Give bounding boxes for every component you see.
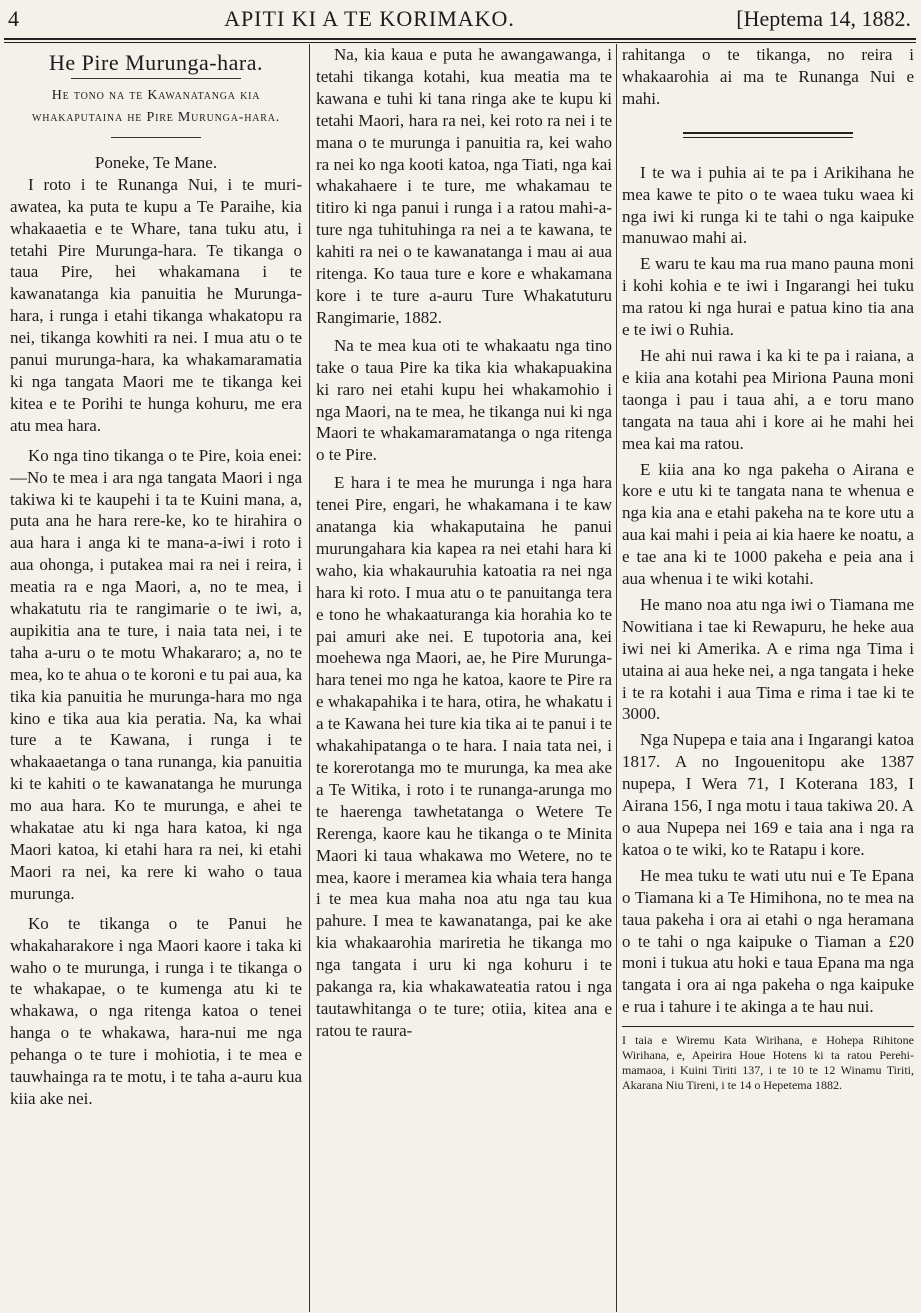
subtitle-rule	[111, 137, 201, 138]
news-item: E waru te kau ma rua mano pauna moni i kohi kohia e te iwi i Ingarangi hei tuku ma ratou ki nga hurai e patua kino tia ana e te iwi o Ruhia.	[622, 254, 914, 340]
paragraph: Na te mea kua oti te whakaatu nga tino take o taua Pire ka tika kia whakapuakina ki raro nei etahi kupu hei whakamohio i nga Maori, na te mea, he tikanga nui ki nga Maori te whakamaramatanga o nga ritenga o te Pire.	[316, 335, 612, 465]
column-1	[10, 44, 302, 1309]
paragraph: rahitanga o te tikanga, no reira i whakaarohia ai ma te Runanga Nui e mahi.	[622, 45, 914, 108]
page-number: 4	[8, 6, 19, 31]
news-item: I te wa i puhia ai te pa i Arikihana he mea kawe te pito o te waea tuku waea ki nga iwi ki runga ki te tahi o nga kaipuke manuwao mahi ai.	[622, 162, 914, 248]
paragraph: Ko te tikanga o te Panui he whakaharakore i nga Maori kaore i taka ki waho o te murunga, i runga i te tikanga o te whakapae, o te kumenga atu ki te whakawa, o nga ritenga katoa o tenei hanga o te whakawa, hara-nui me nga pehanga o te ture i mohiotia, i te mea e tauwhainga ra te motu, i te taha a-auru kua kiia ake nei.	[10, 913, 302, 1108]
paragraph: I roto i te Runanga Nui, i te muri-awatea, ka puta te kupu a Te Paraihe, kia whakaaetia e te Whare, tana tuku atu, i tetahi Pire Murunga-hara. Te tikanga o taua Pire, hei whakamana i te kawanatanga kia panuitia he Murunga-hara, i runga i etahi tikanga whakatopu ra nei, tikanga kowhiti ra nei. I mua atu o te panui murunga-hara, ka whakamaramatia ki nga tangata Maori me te tikanga kei kitea e te Porihi te hunga kohuru, me era atu mea hara.	[10, 174, 302, 435]
column-divider-1	[309, 44, 310, 1312]
paragraph: E hara i te mea he murunga i nga hara tenei Pire, engari, he whakamana i te kaw anatanga kia whakaputaina he panui murungahara kia kapea ra nei etahi hara ki waho, kia whakauruhia katoatia ra nei nga hara ki roto. I mua atu o te panuitanga tera e tono he whakaaturanga kia horahia ko te pai amuri ake nei. E tupotoria ana, kei moehewa nga Maori, ae, he Pire Murunga-hara tenei mo nga he katoa, kaore te Pire ra e whakapahika i te hara, otira, he whakatu i a te Kawana hei ture kia tika ai te panui i te whakahipatanga o te hara. I naia tata nei, i te korerotanga mo te murunga, ka mea ake a Te Witika, i roto i te runanga-arunga mo te haerenga tawhetatanga o Wetere Te Rerenga, kaore kau he tikanga o te Minita Maori ki taua whakawa mo Wetere, no te mea, kaore i meramea kia whaia tera hanga i te mea kua maha noa atu nga tau kua pahure. I mea te kawanatanga, pai ke ake kia whakaarohia mariretia he tikanga mo nga tangata i uru ki nga kohuru i te pakanga ra, kia whakawateatia ratou i nga tautawhitanga o te ture; otiia, kitea ana e ratou te raura-	[316, 473, 612, 1040]
page-header	[6, 2, 911, 36]
imprint-rule	[622, 1026, 914, 1027]
article-title: He Pire Murunga-hara.	[49, 50, 263, 75]
masthead-title: APITI KI A TE KORIMAKO.	[224, 6, 515, 31]
paragraph: Ko nga tino tikanga o te Pire, koia enei:—No te mea i ara nga tangata Maori i nga takiwa ki te kaupehi i ta te Kuini mana, a, puta ana he hara rere-ke, ko te hirahira o aua hara i anga ki te mana-a-iwi i roto i aua ohonga, i putakea mai ra nei i reira, i meatia ra e nga Maori, a, no te mea, i whakatutu ria te rangimarie o te iwi, a, aupikitia ana te ture, i naia tata nei, i te taha a-uru o te motu Whakararo; a, no te mea, ko te ahua o te koroni e tu pai aua, ka tika kia panuitia he murunga-hara mo nga kino e tika aua kia peratia. Na, ka whai ture a te Kawana, i runga i te whakaaetanga o tana runanga, kia panuitia ki te kahiti o te kawanatanga he murunga mo aua hara. Ko te murunga, e ahei te whakatae atu ki nga hara katoa, ki nga Maori katoa, ki etahi hara ra nei, ki etahi Maori ra nei, ka rere ki waho o taua murunga.	[10, 445, 302, 903]
article-subtitle: He tono na te Kawanatanga kia whakaputaina he Pire Murunga-hara.	[31, 87, 281, 125]
issue-date: [Heptema 14, 1882.	[736, 6, 911, 31]
column-3	[622, 44, 914, 1309]
title-rule	[71, 78, 241, 79]
news-item: He ahi nui rawa i ka ki te pa i raiana, a e kiia ana kotahi pea Miriona Pauna moni taonga i pau i taua ahi, a e toru mano tangata na taua ahi i kore ai he mahi hei mea kai ma ratou.	[622, 345, 914, 453]
column-divider-2	[616, 44, 617, 1312]
news-item: He mano noa atu nga iwi o Tiamana me Nowitiana i tae ki Rewapuru, he heke aua iwi nei ki Amerika. A e rima nga Tima i utaina ai aua heke nei, a nga tangata i heke i te ra kotahi i aua Tima e rima i tae ki te 3000.	[622, 594, 914, 724]
printer-imprint: I taia e Wiremu Kata Wirihana, e Hohepa Rihitone Wirihana, e, Apeirira Houe Hotens ki ta ratou Perehi-mamaoa, i Kuini Tiriti 137, i te 10 te 12 Winamu Tiriti, Akarana Niu Tireni, i te 14 o Hepetema 1882.	[622, 1033, 914, 1093]
news-item: He mea tuku te wati utu nui e Te Epana o Tiamana ki a Te Himihona, no te mea na taua pakeha i ora ai etahi o nga heramana o te tahi o nga kaipuke o Tiaman a £20 moni i tukua atu hoki e taua Epana ma nga tangata i ora ai nga pakeha o nga kaipuke e rua i tahure i te akinga a te hau nui.	[622, 865, 914, 1017]
column-2	[316, 44, 612, 1309]
news-item: E kiia ana ko nga pakeha o Airana e kore e utu ki te tangata nana te whenua e nga kia ana e etahi pakeha na te kore utu a aua kai mahi i peia ai kia haere ke noatu, a e tae ana ki te 1000 pakeha e peia ana i aua whenua i te wiki kotahi.	[622, 459, 914, 589]
dateline: Poneke, Te Mane.	[94, 152, 218, 172]
news-item: Nga Nupepa e taia ana i Ingarangi katoa 1817. A no Ingouenitopu ake 1387 nupepa, I Wera 71, I Koterana 183, I Airana 156, I nga motu i taua takiwa 20. A o aua Nupepa nei 169 e taia ana i nga ra katoa o te wiki, ko te Ratapu i kore.	[622, 730, 914, 859]
section-separator	[683, 132, 853, 138]
header-rule-thin	[4, 42, 916, 43]
header-rule	[4, 38, 916, 40]
paragraph: Na, kia kaua e puta he awangawanga, i tetahi tikanga kotahi, kua meatia ma te kawana e tuhi ki tana ringa ake te kupu ki tetahi Maori, hara ra nei, kei roto ra nei i te mana o te murunga i panuitia ra, kei waho ra nei ko nga kooti katoa, nga Tiati, nga kai whakahaere i te ture, me whakamau te titiro ki nga panui i runga i a ratou mahi-a-ture nga tuhituhinga ra nei a te kawana, te kahiti ra nei o te kawanatanga i mau ai aua ritenga. Ko taua ture e kore e whakamana kore i te ture a-auru Ture Whakatuturu Rangimarie, 1882.	[316, 45, 612, 327]
